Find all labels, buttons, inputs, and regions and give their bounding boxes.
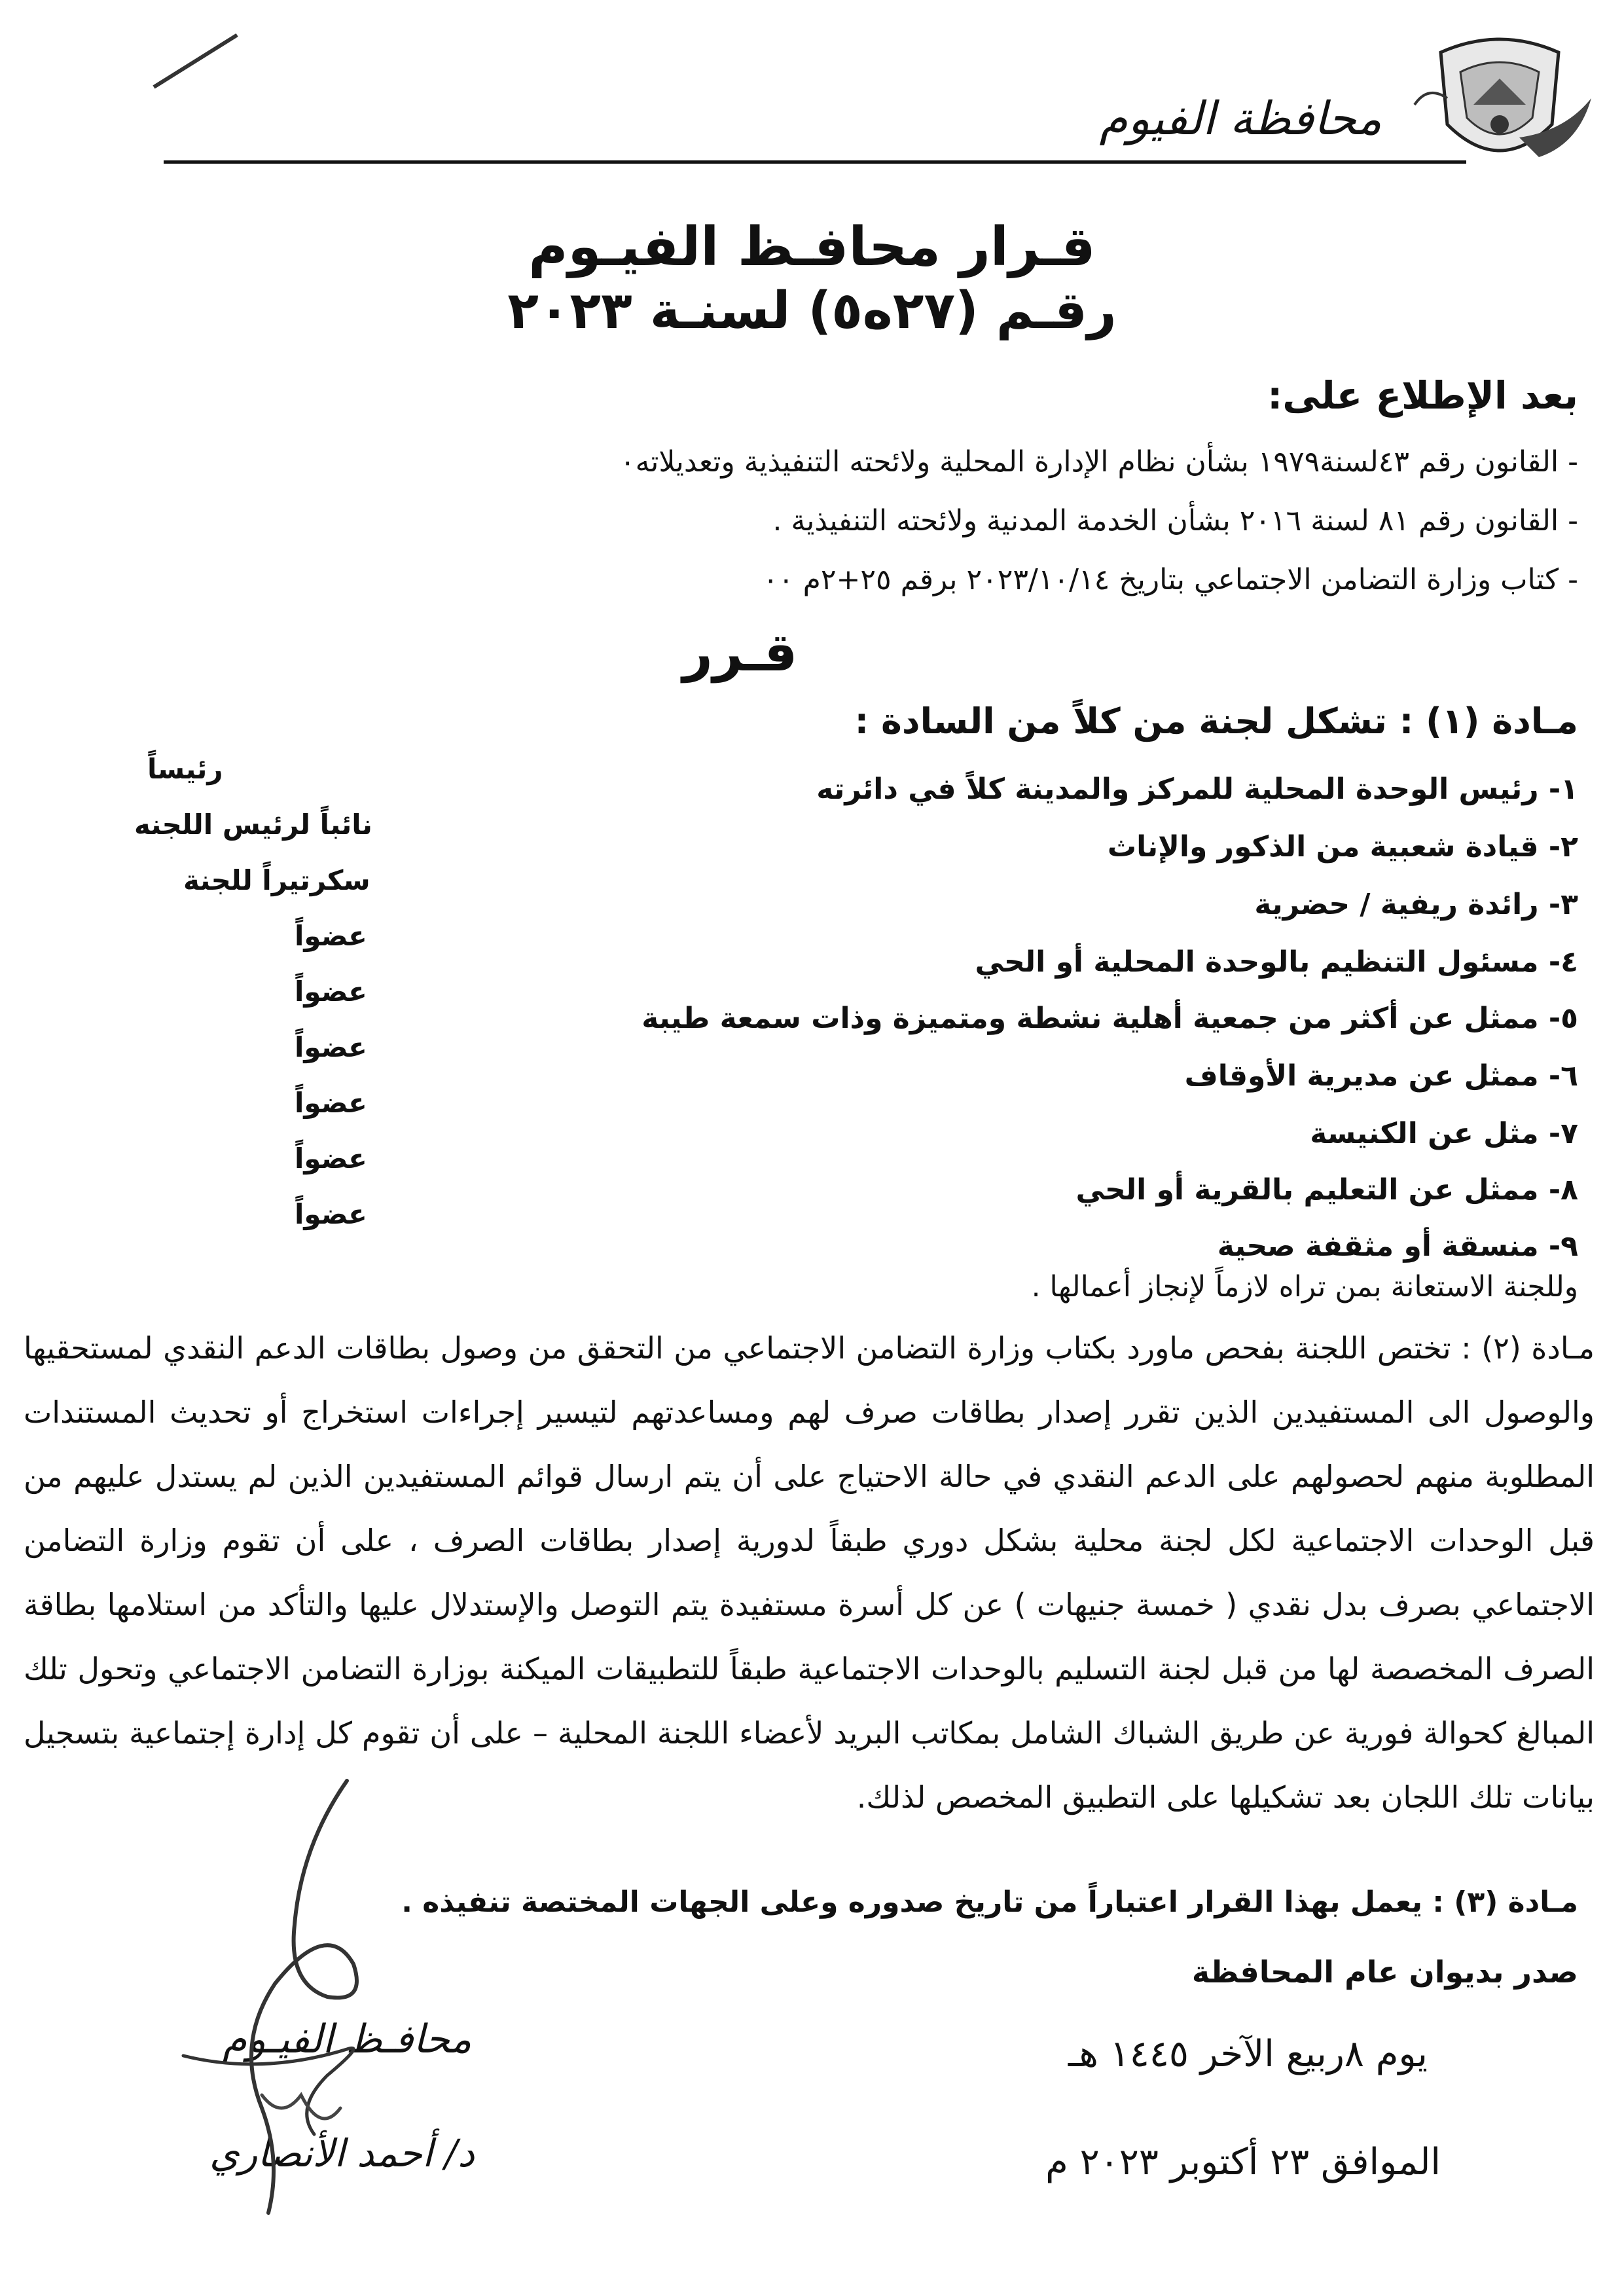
- decision-heading: قـرر: [682, 622, 798, 683]
- member-role: عضواً: [295, 1031, 367, 1063]
- pen-stroke-mark: [153, 33, 238, 89]
- committee-member: ٧- مثل عن الكنيسة: [1310, 1117, 1578, 1150]
- member-role: نائباً لرئيس اللجنه: [134, 809, 372, 841]
- member-role: عضواً: [295, 1087, 367, 1119]
- committee-member: ٦- ممثل عن مديرية الأوقاف: [1184, 1059, 1578, 1093]
- member-role: عضواً: [295, 975, 367, 1008]
- governorate-name: محافظة الفيوم: [1099, 92, 1382, 145]
- committee-member: ٨- ممثل عن التعليم بالقرية أو الحي: [1075, 1173, 1578, 1207]
- hijri-date: يوم ٨ربيع الآخر ١٤٤٥ هـ: [1068, 2033, 1428, 2075]
- article-1-footer: وللجنة الاستعانة بمن تراه لازماً لإنجاز أعمالها .: [1031, 1270, 1578, 1303]
- member-role: عضواً: [295, 920, 367, 952]
- decree-number: رقـم (٢٧ه٥) لسنـة ٢٠٢٣: [507, 282, 1117, 340]
- article-3-paragraph: مـادة (٣) : يعمل بهذا القرار اعتباراً من تاريخ صدوره وعلى الجهات المختصة تنفيذه .: [401, 1886, 1578, 1919]
- committee-member: ٣- رائدة ريفية / حضرية: [1254, 888, 1578, 921]
- article-2-paragraph: مـادة (٢) : تختص اللجنة بفحص ماورد بكتاب وزارة التضامن الاجتماعي من التحقق من وصول بطاقات الدعم النقدي لمستحقيها والوصول الى المستفيدين الذين تقرر إصدار بطاقات صرف لهم ومساعدتهم لتيسير إجراءات استخراج أو تحديث المستندات المطلوبة منهم لحصولهم على الدعم النقدي في حالة الاحتياج على أن يتم ارسال قوائم المستفيدين الذين لم يستدل عليهم من قبل الوحدات الاجتماعية لكل لجنة محلية بشكل دوري طبقاً لدورية إصدار بطاقات الصرف ، على أن تقوم وزارة التضامن الاجتماعي بصرف بدل نقدي ( خمسة جنيهات ) عن كل أسرة مستفيدة يتم التوصل والإستدلال عليها والتأكد من استلامها بطاقة الصرف المخصصة لها من قبل لجنة التسليم بالوحدات الاجتماعية طبقاً للتطبيقات الميكنة بوزارة التضامن الاجتماعي وتحول تلك المبالغ كحوالة فورية عن طريق الشباك الشامل بمكاتب البريد لأعضاء اللجنة المحلية – على أن تقوم كل إدارة إجتماعية بتسجيل بيانات تلك اللجان بعد تشكيلها على التطبيق المخصص لذلك.: [24, 1330, 1595, 1815]
- article-1-heading: مـادة (١) : تشكل لجنة من كلاً من السادة :: [854, 701, 1578, 742]
- signatory-title: محافـظ الفيـوم: [223, 2016, 472, 2062]
- committee-member: ١- رئيس الوحدة المحلية للمركز والمدينة كلاً في دائرته: [816, 773, 1578, 806]
- header-divider: [164, 160, 1466, 164]
- handwritten-signature: [131, 1768, 471, 2226]
- decree-title: قـرار محافـظ الفيـوم: [528, 216, 1096, 278]
- governorate-emblem-icon: [1401, 26, 1598, 183]
- reference-item: - القانون رقم ٨١ لسنة ٢٠١٦ بشأن الخدمة المدنية ولائحته التنفيذية .: [772, 504, 1578, 538]
- issued-location: صدر بديوان عام المحافظة: [1191, 1954, 1578, 1990]
- reference-item: - القانون رقم ٤٣لسنة١٩٧٩ بشأن نظام الإدارة المحلية ولائحته التنفيذية وتعديلاته٠: [619, 445, 1578, 479]
- preamble-heading: بعد الإطلاع على:: [1267, 373, 1578, 418]
- member-role: عضواً: [295, 1198, 367, 1230]
- committee-member: ٩- منسقة أو مثقفة صحية: [1217, 1230, 1578, 1263]
- committee-member: ٥- ممثل عن أكثر من جمعية أهلية نشطة ومتميزة وذات سمعة طيبة: [641, 1002, 1578, 1035]
- gregorian-date: الموافق ٢٣ أكتوبر ٢٠٢٣ م: [1045, 2141, 1441, 2183]
- committee-member: ٢- قيادة شعبية من الذكور والإناث: [1107, 830, 1578, 864]
- signatory-name: د/ أحمد الأنصاري: [209, 2131, 475, 2176]
- member-role: رئيساً: [147, 753, 223, 785]
- committee-member: ٤- مسئول التنظيم بالوحدة المحلية أو الحي: [975, 945, 1578, 979]
- member-role: سكرتيراً للجنة: [183, 864, 370, 896]
- member-role: عضواً: [295, 1142, 367, 1175]
- reference-item: - كتاب وزارة التضامن الاجتماعي بتاريخ ٢٠٢٣/١٠/١٤ برقم ٢٥+٢م ٠٠: [763, 563, 1578, 596]
